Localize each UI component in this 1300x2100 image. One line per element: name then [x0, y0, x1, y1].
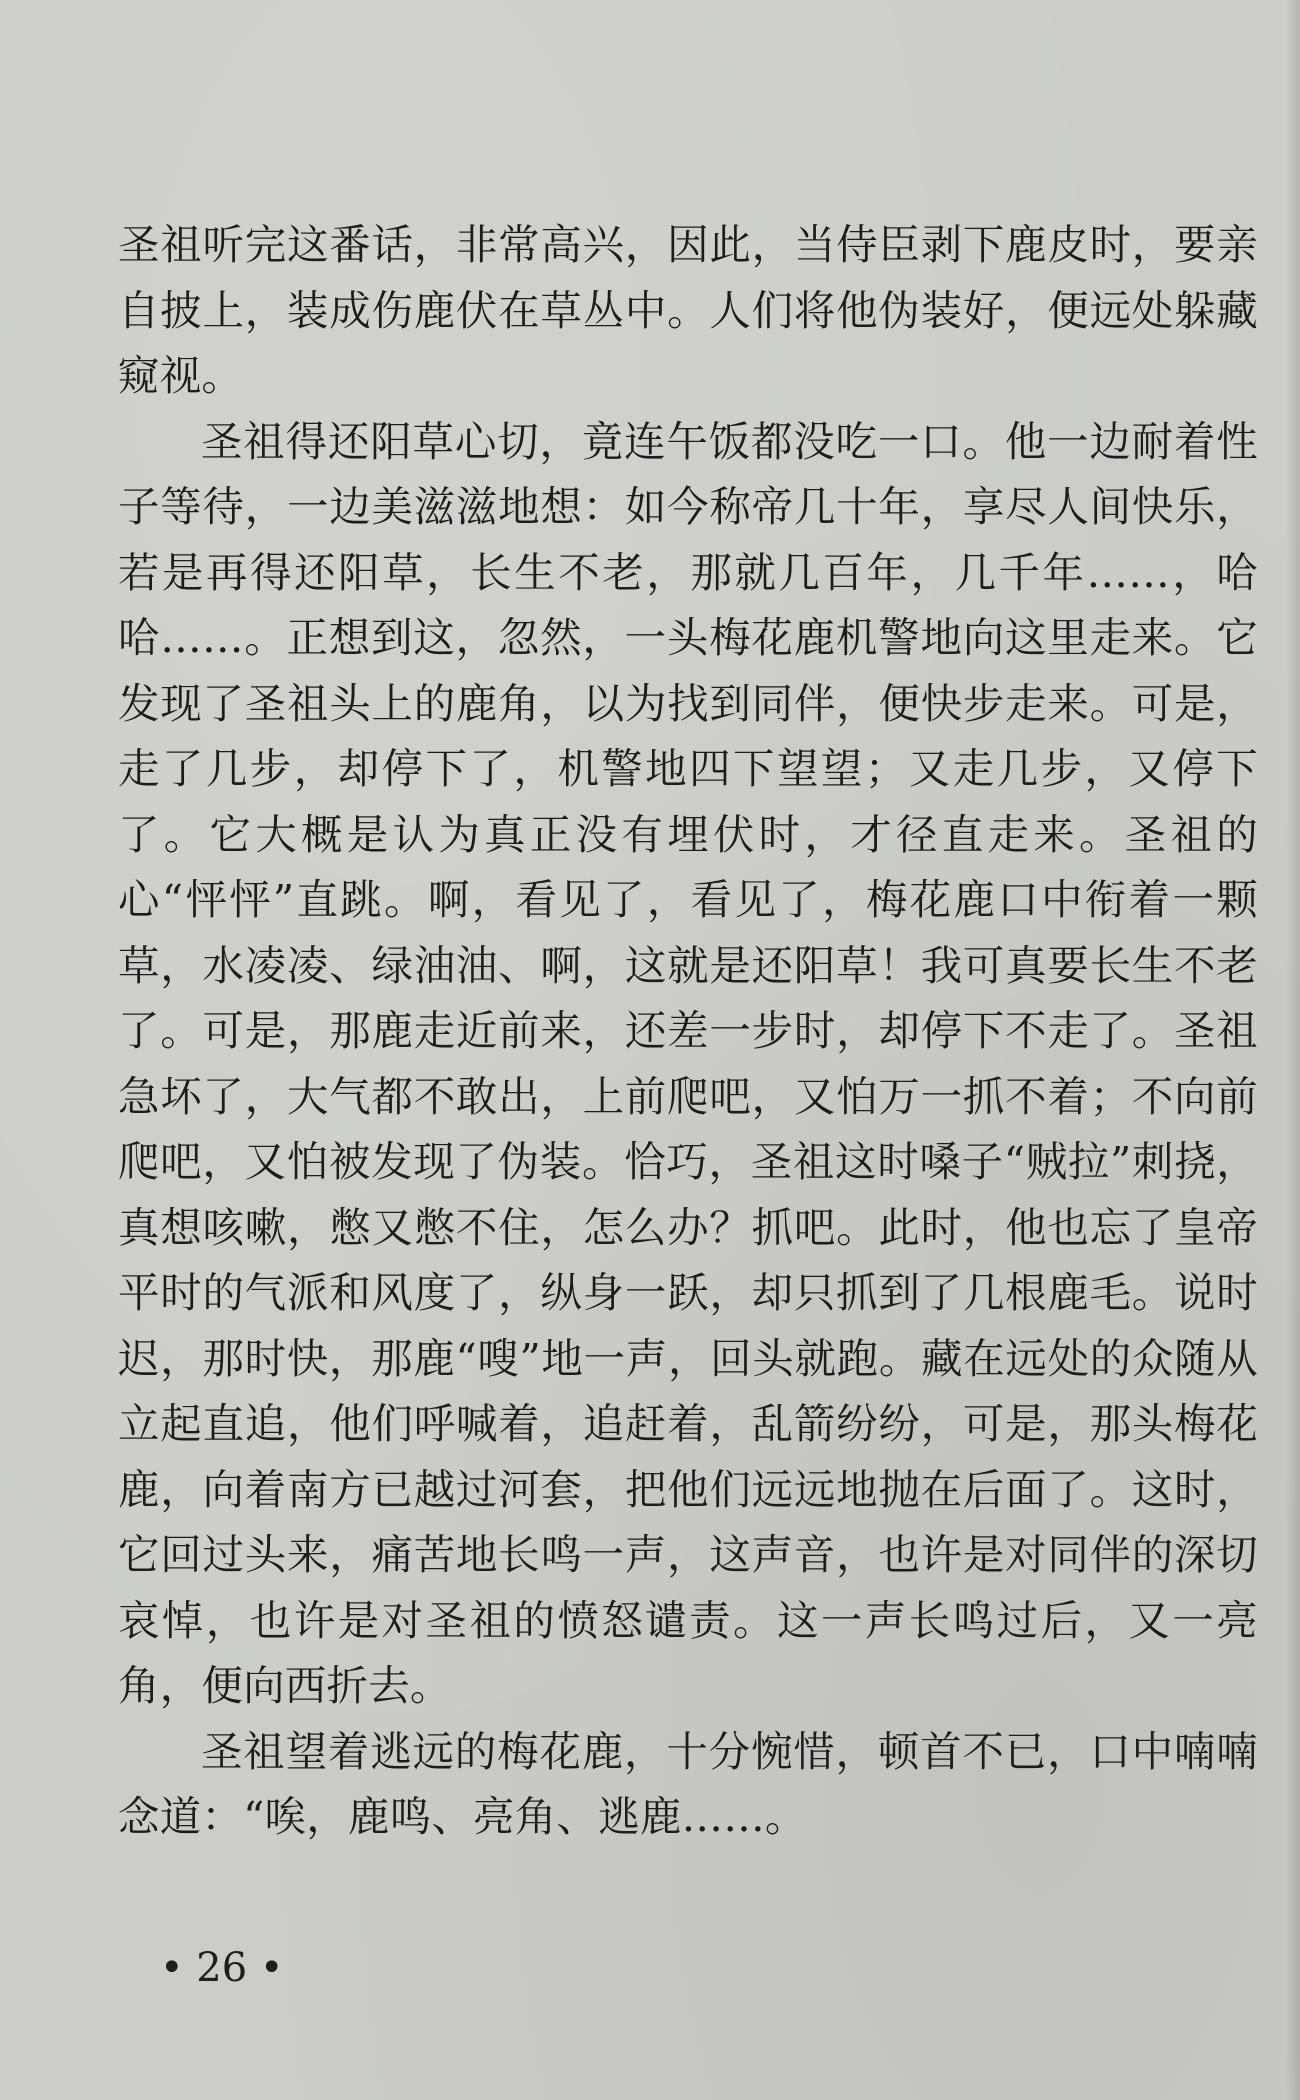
paragraph-3: 圣祖望着逃远的梅花鹿，十分惋惜，顿首不已，口中喃喃念道：“唉，鹿鸣、亮角、逃鹿……。	[118, 1726, 1258, 1841]
body-text	[118, 212, 1258, 1850]
paragraph-2: 圣祖得还阳草心切，竟连午饭都没吃一口。他一边耐着性子等待，一边美滋滋地想：如今称帝几十年，享尽人间快乐，若是再得还阳草，长生不老，那就几百年，几千年……，哈哈……。正想到这，忽然，一头梅花鹿机警地向这里走来。它发现了圣祖头上的鹿角，以为找到同伴，便快步走来。可是，走了几步，却停下了，机警地四下望望；又走几步，又停下了。它大概是认为真正没有埋伏时，才径直走来。圣祖的心“怦怦”直跳。啊，看见了，看见了，梅花鹿口中衔着一颗草，水凌凌、绿油油、啊，这就是还阳草！我可真要长生不老了。可是，那鹿走近前来，还差一步时，却停下不走了。圣祖急坏了，大气都不敢出，上前爬吧，又怕万一抓不着；不向前爬吧，又怕被发现了伪装。恰巧，圣祖这时嗓子“贼拉”刺挠，真想咳嗽，憋又憋不住，怎么办？抓吧。此时，他也忘了皇帝平时的气派和风度了，纵身一跃，却只抓到了几根鹿毛。说时迟，那时快，那鹿“嗖”地一声，回头就跑。藏在远处的众随从立起直追，他们呼喊着，追赶着，乱箭纷纷，可是，那头梅花鹿，向着南方已越过河套，把他们远远地抛在后面了。这时，它回过头来，痛苦地长鸣一声，这声音，也许是对同伴的深切哀悼，也许是对圣祖的愤怒谴责。这一声长鸣过后，又一亮角，便向西折去。	[118, 416, 1258, 1710]
paragraph-1: 圣祖听完这番话，非常高兴，因此，当侍臣剥下鹿皮时，要亲自披上，装成伤鹿伏在草丛中。人们将他伪装好，便远处躲藏窥视。	[118, 220, 1258, 400]
page-number: • 26 •	[160, 1945, 284, 1991]
page-edge-shadow	[1286, 0, 1300, 2100]
